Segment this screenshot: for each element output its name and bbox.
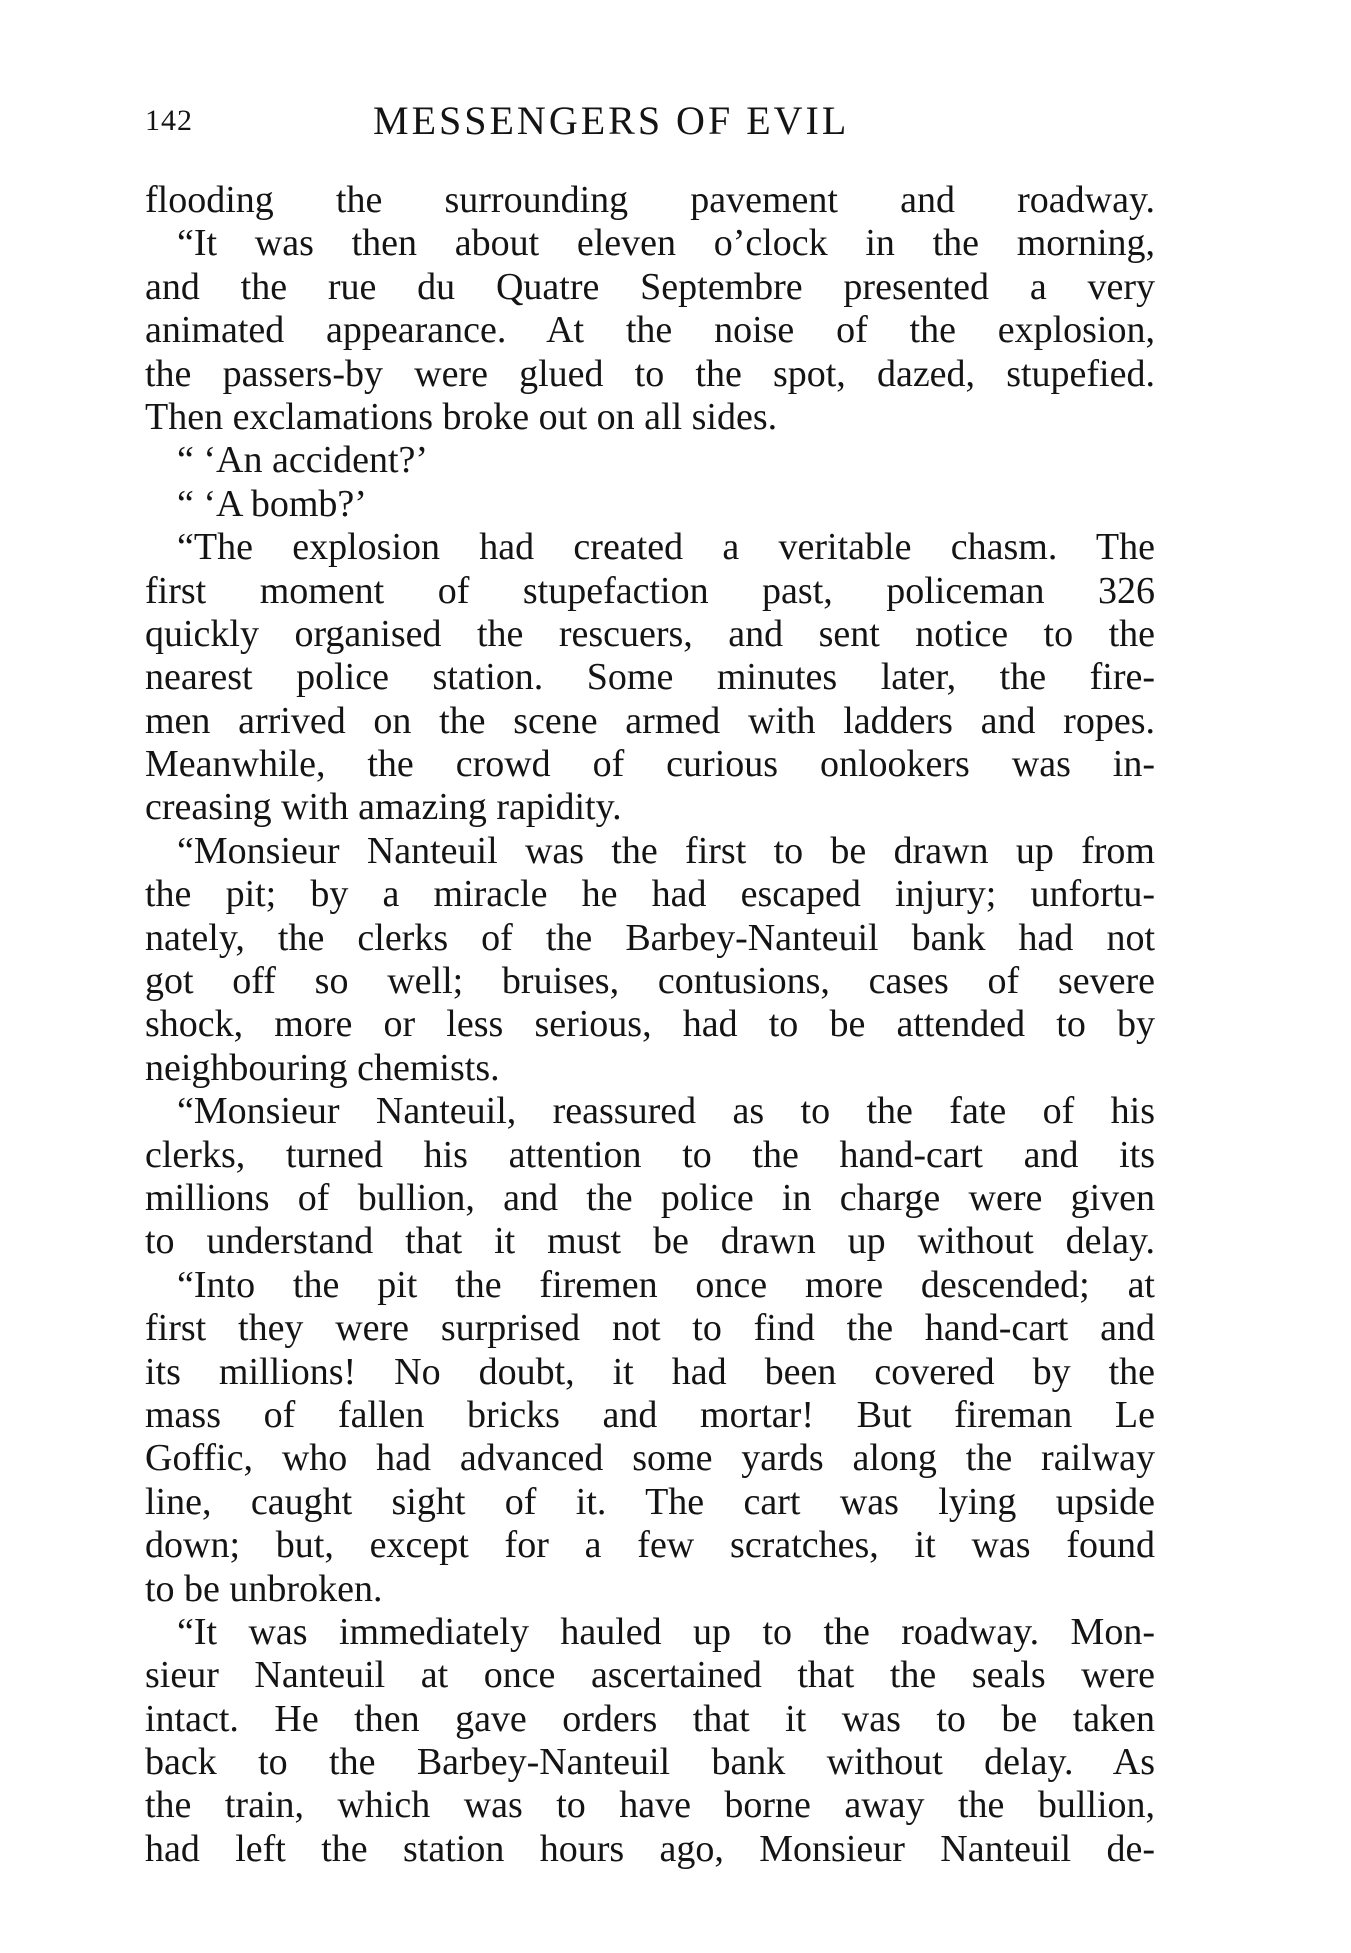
text-line: “It was immediately hauled up to the roadway. Mon- (177, 1610, 1155, 1653)
text-line: neighbouring chemists. (145, 1046, 500, 1089)
text-line: first they were surprised not to find the hand-cart and (145, 1307, 1155, 1350)
text-line: to be unbroken. (145, 1567, 383, 1610)
text-line: nately, the clerks of the Barbey-Nanteuil bank had not (145, 916, 1155, 959)
text-line: “The explosion had created a veritable chasm. The (177, 526, 1155, 569)
text-line: to understand that it must be drawn up without delay. (145, 1220, 1155, 1263)
text-line: line, caught sight of it. The cart was lying upside (145, 1480, 1155, 1523)
text-line: “Into the pit the firemen once more descended; at (177, 1263, 1155, 1306)
text-line: flooding the surrounding pavement and roadway. (145, 179, 1155, 221)
text-line: “ ‘An accident?’ (177, 439, 429, 482)
text-line: mass of fallen bricks and mortar! But fireman Le (145, 1393, 1155, 1436)
text-line: clerks, turned his attention to the hand-cart and its (145, 1133, 1155, 1176)
text-line: “Monsieur Nanteuil, reassured as to the fate of his (177, 1090, 1155, 1133)
text-line: got off so well; bruises, contusions, cases of severe (145, 960, 1155, 1003)
text-line: intact. He then gave orders that it was to be taken (145, 1697, 1155, 1740)
text-line: back to the Barbey-Nanteuil bank without delay. As (145, 1741, 1155, 1784)
running-head (145, 96, 1153, 146)
text-line: men arrived on the scene armed with ladders and ropes. (145, 699, 1155, 742)
text-line: “Monsieur Nanteuil was the first to be drawn up from (177, 829, 1155, 872)
text-line: animated appearance. At the noise of the explosion, (145, 309, 1155, 352)
text-line: and the rue du Quatre Septembre presented a very (145, 265, 1155, 308)
text-line: sieur Nanteuil at once ascertained that the seals were (145, 1654, 1155, 1697)
body-text (145, 179, 1155, 1871)
text-line: the passers-by were glued to the spot, dazed, stupefied. (145, 352, 1155, 395)
text-line: Then exclamations broke out on all sides. (145, 395, 778, 438)
text-line: had left the station hours ago, Monsieur Nanteuil de- (145, 1827, 1155, 1870)
text-line: the train, which was to have borne away the bullion, (145, 1784, 1155, 1827)
text-line: nearest police station. Some minutes later, the fire- (145, 656, 1155, 699)
text-line: quickly organised the rescuers, and sent notice to the (145, 612, 1155, 655)
text-line: “ ‘A bomb?’ (177, 482, 367, 525)
text-line: shock, more or less serious, had to be attended to by (145, 1003, 1155, 1046)
page-number: 142 (145, 104, 193, 137)
text-line: Meanwhile, the crowd of curious onlookers was in- (145, 743, 1155, 786)
text-line: the pit; by a miracle he had escaped injury; unfortu- (145, 873, 1155, 916)
text-line: millions of bullion, and the police in charge were given (145, 1176, 1155, 1219)
text-line: creasing with amazing rapidity. (145, 786, 622, 829)
text-line: Goffic, who had advanced some yards along the railway (145, 1437, 1155, 1480)
text-line: its millions! No doubt, it had been covered by the (145, 1350, 1155, 1393)
text-line: first moment of stupefaction past, policeman 326 (145, 569, 1155, 612)
text-line: “It was then about eleven o’clock in the morning, (177, 222, 1155, 265)
text-line: down; but, except for a few scratches, it was found (145, 1524, 1155, 1567)
running-title: MESSENGERS OF EVIL (373, 98, 850, 143)
